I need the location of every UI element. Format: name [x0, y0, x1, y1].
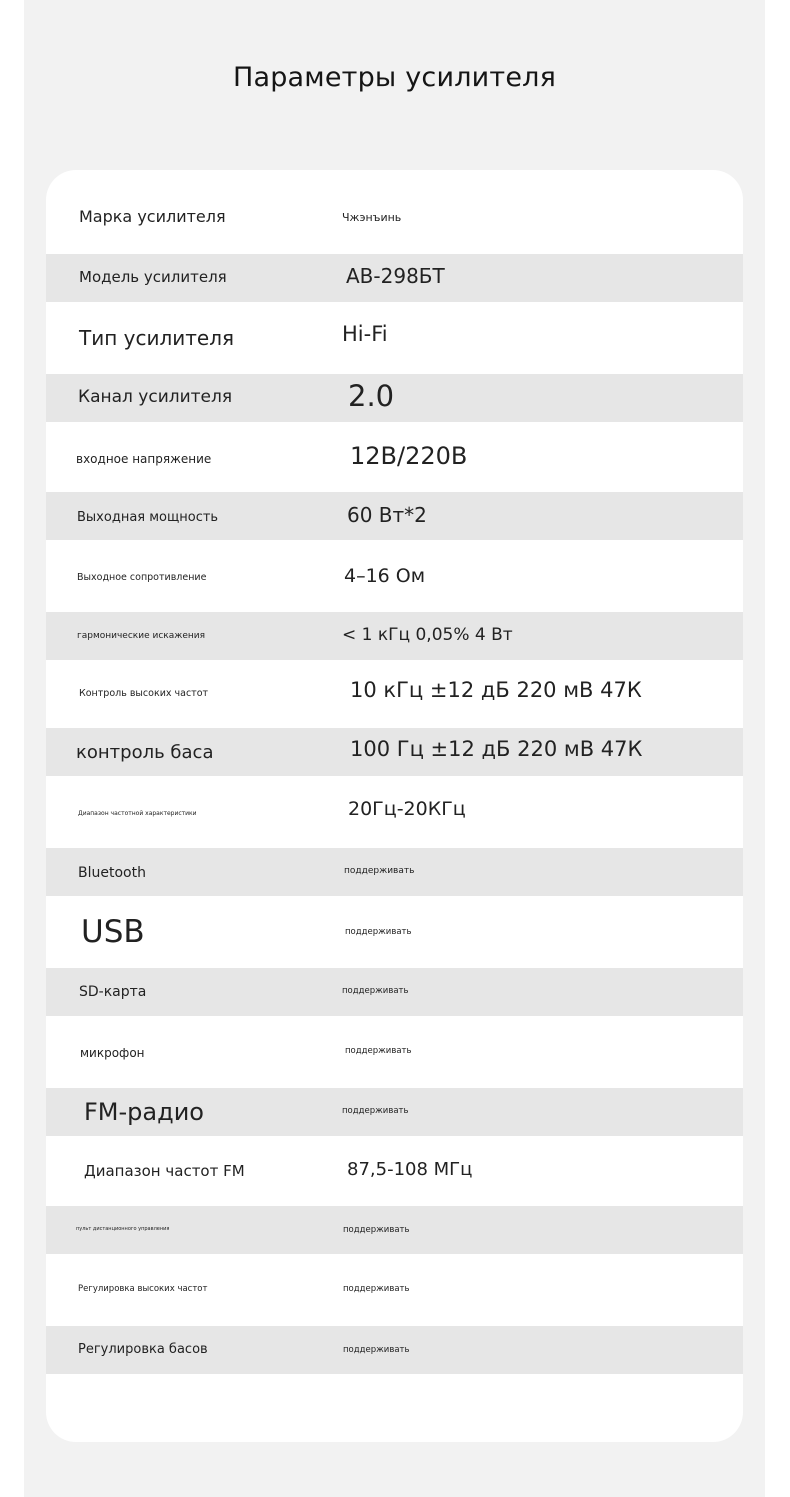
row-label: Выходная мощность: [77, 510, 219, 525]
row-value: < 1 кГц 0,05% 4 Вт: [342, 625, 513, 645]
row-label: Выходное сопротивление: [77, 572, 207, 583]
row-label: микрофон: [80, 1046, 145, 1060]
row-value: 12В/220В: [350, 442, 468, 470]
row-value: 10 кГц ±12 дБ 220 мВ 47К: [350, 678, 642, 702]
row-label: Контроль высоких частот: [79, 688, 209, 699]
table-row: [46, 1326, 743, 1374]
row-label: контроль баса: [76, 742, 214, 763]
row-label: SD-карта: [79, 984, 147, 1000]
spec-table: [46, 170, 743, 1442]
row-value: 87,5-108 МГц: [347, 1159, 473, 1180]
table-row: [46, 374, 743, 422]
row-value: Чжэнъинь: [342, 211, 402, 224]
table-row: [46, 492, 743, 540]
row-value: поддерживать: [342, 1106, 409, 1116]
row-value: поддерживать: [345, 927, 412, 937]
table-row: [46, 254, 743, 302]
row-label: Диапазон частот FM: [84, 1162, 245, 1180]
table-row: [46, 1136, 743, 1206]
table-row: [46, 302, 743, 374]
table-row: [46, 1016, 743, 1088]
table-row: [46, 848, 743, 896]
row-value: поддерживать: [343, 1284, 410, 1294]
row-value: Hi-Fi: [342, 322, 388, 346]
row-label: Канал усилителя: [78, 387, 233, 407]
row-label: FM-радио: [84, 1098, 204, 1126]
row-label: USB: [81, 914, 145, 950]
row-value: поддерживать: [343, 1345, 410, 1355]
row-value: 100 Гц ±12 дБ 220 мВ 47К: [350, 737, 643, 761]
table-row: [46, 1088, 743, 1136]
spec-panel: [24, 0, 765, 1497]
table-row: [46, 422, 743, 492]
table-row: [46, 1254, 743, 1326]
row-value: поддерживать: [345, 1046, 412, 1056]
row-value: 20Гц-20КГц: [348, 798, 466, 820]
row-label: входное напряжение: [76, 452, 212, 466]
row-value: поддерживать: [343, 1225, 410, 1235]
table-row: [46, 540, 743, 612]
row-value: 4–16 Ом: [344, 565, 426, 587]
table-row: [46, 612, 743, 660]
row-value: поддерживать: [342, 986, 409, 996]
row-label: Bluetooth: [78, 865, 146, 881]
row-label: Диапазон частотной характеристики: [78, 810, 197, 817]
row-label: Регулировка басов: [78, 1342, 208, 1357]
row-label: Модель усилителя: [79, 268, 227, 286]
page-title: Параметры усилителя: [232, 62, 557, 93]
row-label: пульт дистанционного управления: [76, 1226, 170, 1232]
row-value: 2.0: [348, 379, 395, 413]
row-value: AB-298БТ: [346, 264, 445, 288]
row-label: Тип усилителя: [79, 326, 235, 350]
row-label: гармонические искажения: [77, 631, 206, 641]
table-row: [46, 896, 743, 968]
table-row: [46, 660, 743, 728]
table-row: [46, 968, 743, 1016]
table-row: [46, 1206, 743, 1254]
table-row: [46, 728, 743, 776]
table-row: [46, 776, 743, 848]
table-row: [46, 170, 743, 254]
row-value: поддерживать: [344, 866, 415, 876]
row-label: Марка усилителя: [79, 207, 226, 226]
row-label: Регулировка высоких частот: [78, 1284, 208, 1294]
row-value: 60 Вт*2: [347, 503, 427, 527]
